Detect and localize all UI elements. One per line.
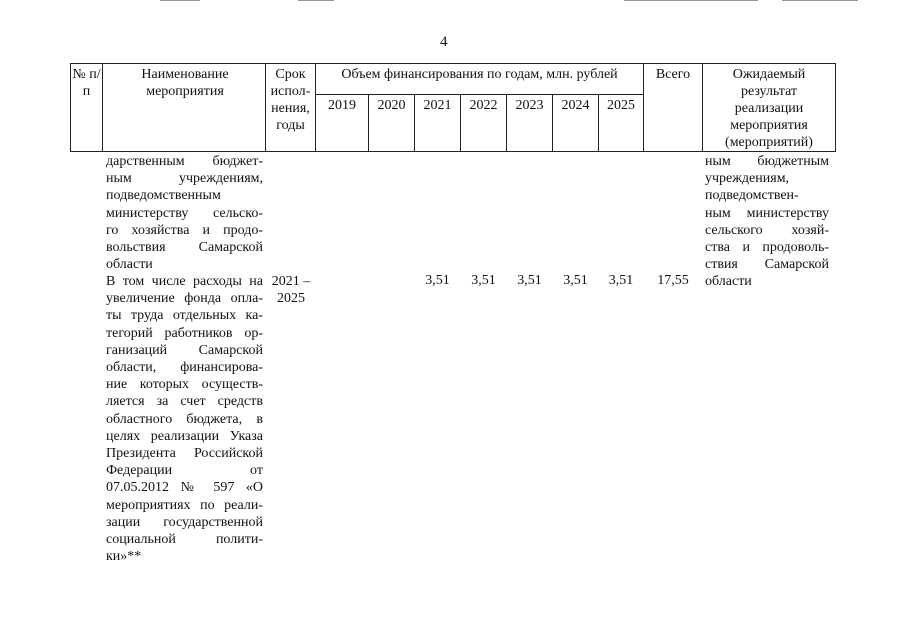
header-year-2023: 2023 [515, 98, 544, 113]
header-number: № п/п [72, 67, 101, 99]
text-line: Президента Российской [106, 446, 263, 462]
text-line: ние которых осуществ- [106, 377, 263, 393]
value-2023: 3,51 [517, 273, 542, 288]
table-right-border [835, 63, 836, 152]
text-line: ным учреждениям, [106, 171, 263, 187]
text-line: увеличение фонда опла- [106, 291, 263, 307]
text-line: Федерации от [106, 463, 263, 479]
text-line: го хозяйства и продо- [106, 222, 263, 238]
text-line: мероприятиях по реали- [106, 497, 263, 513]
header-result: Ожидаемый результат реализации мероприятия (мероприятий) [725, 67, 813, 150]
text-line: ганизаций Самарской [106, 342, 263, 358]
term-line: 2021 – [271, 274, 311, 289]
text-line: учреждениям, [705, 171, 790, 187]
text-line: области [705, 274, 752, 290]
header-year-2025: 2025 [607, 98, 635, 113]
header-year-2020: 2020 [377, 98, 406, 113]
text-line: ным бюджетным [705, 154, 829, 169]
text-line: В том числе расходы на [106, 274, 263, 289]
text-line: зации государственной [106, 514, 263, 530]
header-year-2021: 2021 [423, 98, 452, 113]
header-total: Всего [655, 67, 691, 82]
text-line: подведомственным [106, 188, 221, 204]
text-line: целях реализации Указа [106, 428, 263, 444]
col-divider-name [102, 63, 103, 152]
text-line: ствия Самарской [705, 257, 829, 273]
value-2021: 3,51 [425, 273, 450, 288]
text-line: областного бюджета, в [106, 411, 263, 427]
years-row-divider [315, 94, 643, 95]
result-continuation [705, 153, 829, 291]
subitem-name [106, 273, 263, 565]
name-continuation [106, 153, 263, 273]
text-line: социальной полити- [106, 532, 263, 548]
header-year-2019: 2019 [328, 98, 356, 113]
value-2025: 3,51 [608, 273, 634, 288]
col-divider-result [702, 63, 703, 152]
header-year-2022: 2022 [469, 98, 498, 113]
table-top-border [70, 63, 836, 64]
value-2022: 3,51 [471, 273, 496, 288]
header-bottom-border [70, 151, 836, 152]
header-year-2024: 2024 [561, 98, 590, 113]
text-line: ты труда отдельных ка- [106, 308, 263, 324]
text-line: министерству сельско- [106, 205, 263, 221]
text-line: сельского хозяй- [705, 222, 829, 238]
text-line: ки»** [106, 549, 142, 565]
page-number: 4 [440, 34, 448, 50]
text-line: ным министерству [705, 205, 829, 221]
text-line: подведомствен- [705, 188, 799, 204]
text-line: области [106, 257, 153, 273]
text-line: вольствия Самарской [106, 240, 263, 256]
value-total: 17,55 [657, 273, 689, 288]
subitem-term [266, 273, 316, 307]
text-line: области, финансирова- [106, 360, 263, 376]
header-name: Наименование мероприятия [141, 67, 229, 99]
text-line: ляется за счет средств [106, 394, 263, 410]
text-line: дарственным бюджет- [106, 154, 263, 169]
text-line: ства и продоволь- [705, 240, 829, 256]
term-line: 2025 [277, 291, 305, 307]
value-2024: 3,51 [563, 273, 588, 288]
header-financing: Объем финансирования по годам, млн. рублей [341, 67, 618, 82]
header-term: Срок испол-нения, годы [270, 67, 311, 133]
text-line: 07.05.2012 № 597 «О [106, 480, 263, 496]
text-line: тегорий работников ор- [106, 325, 263, 341]
